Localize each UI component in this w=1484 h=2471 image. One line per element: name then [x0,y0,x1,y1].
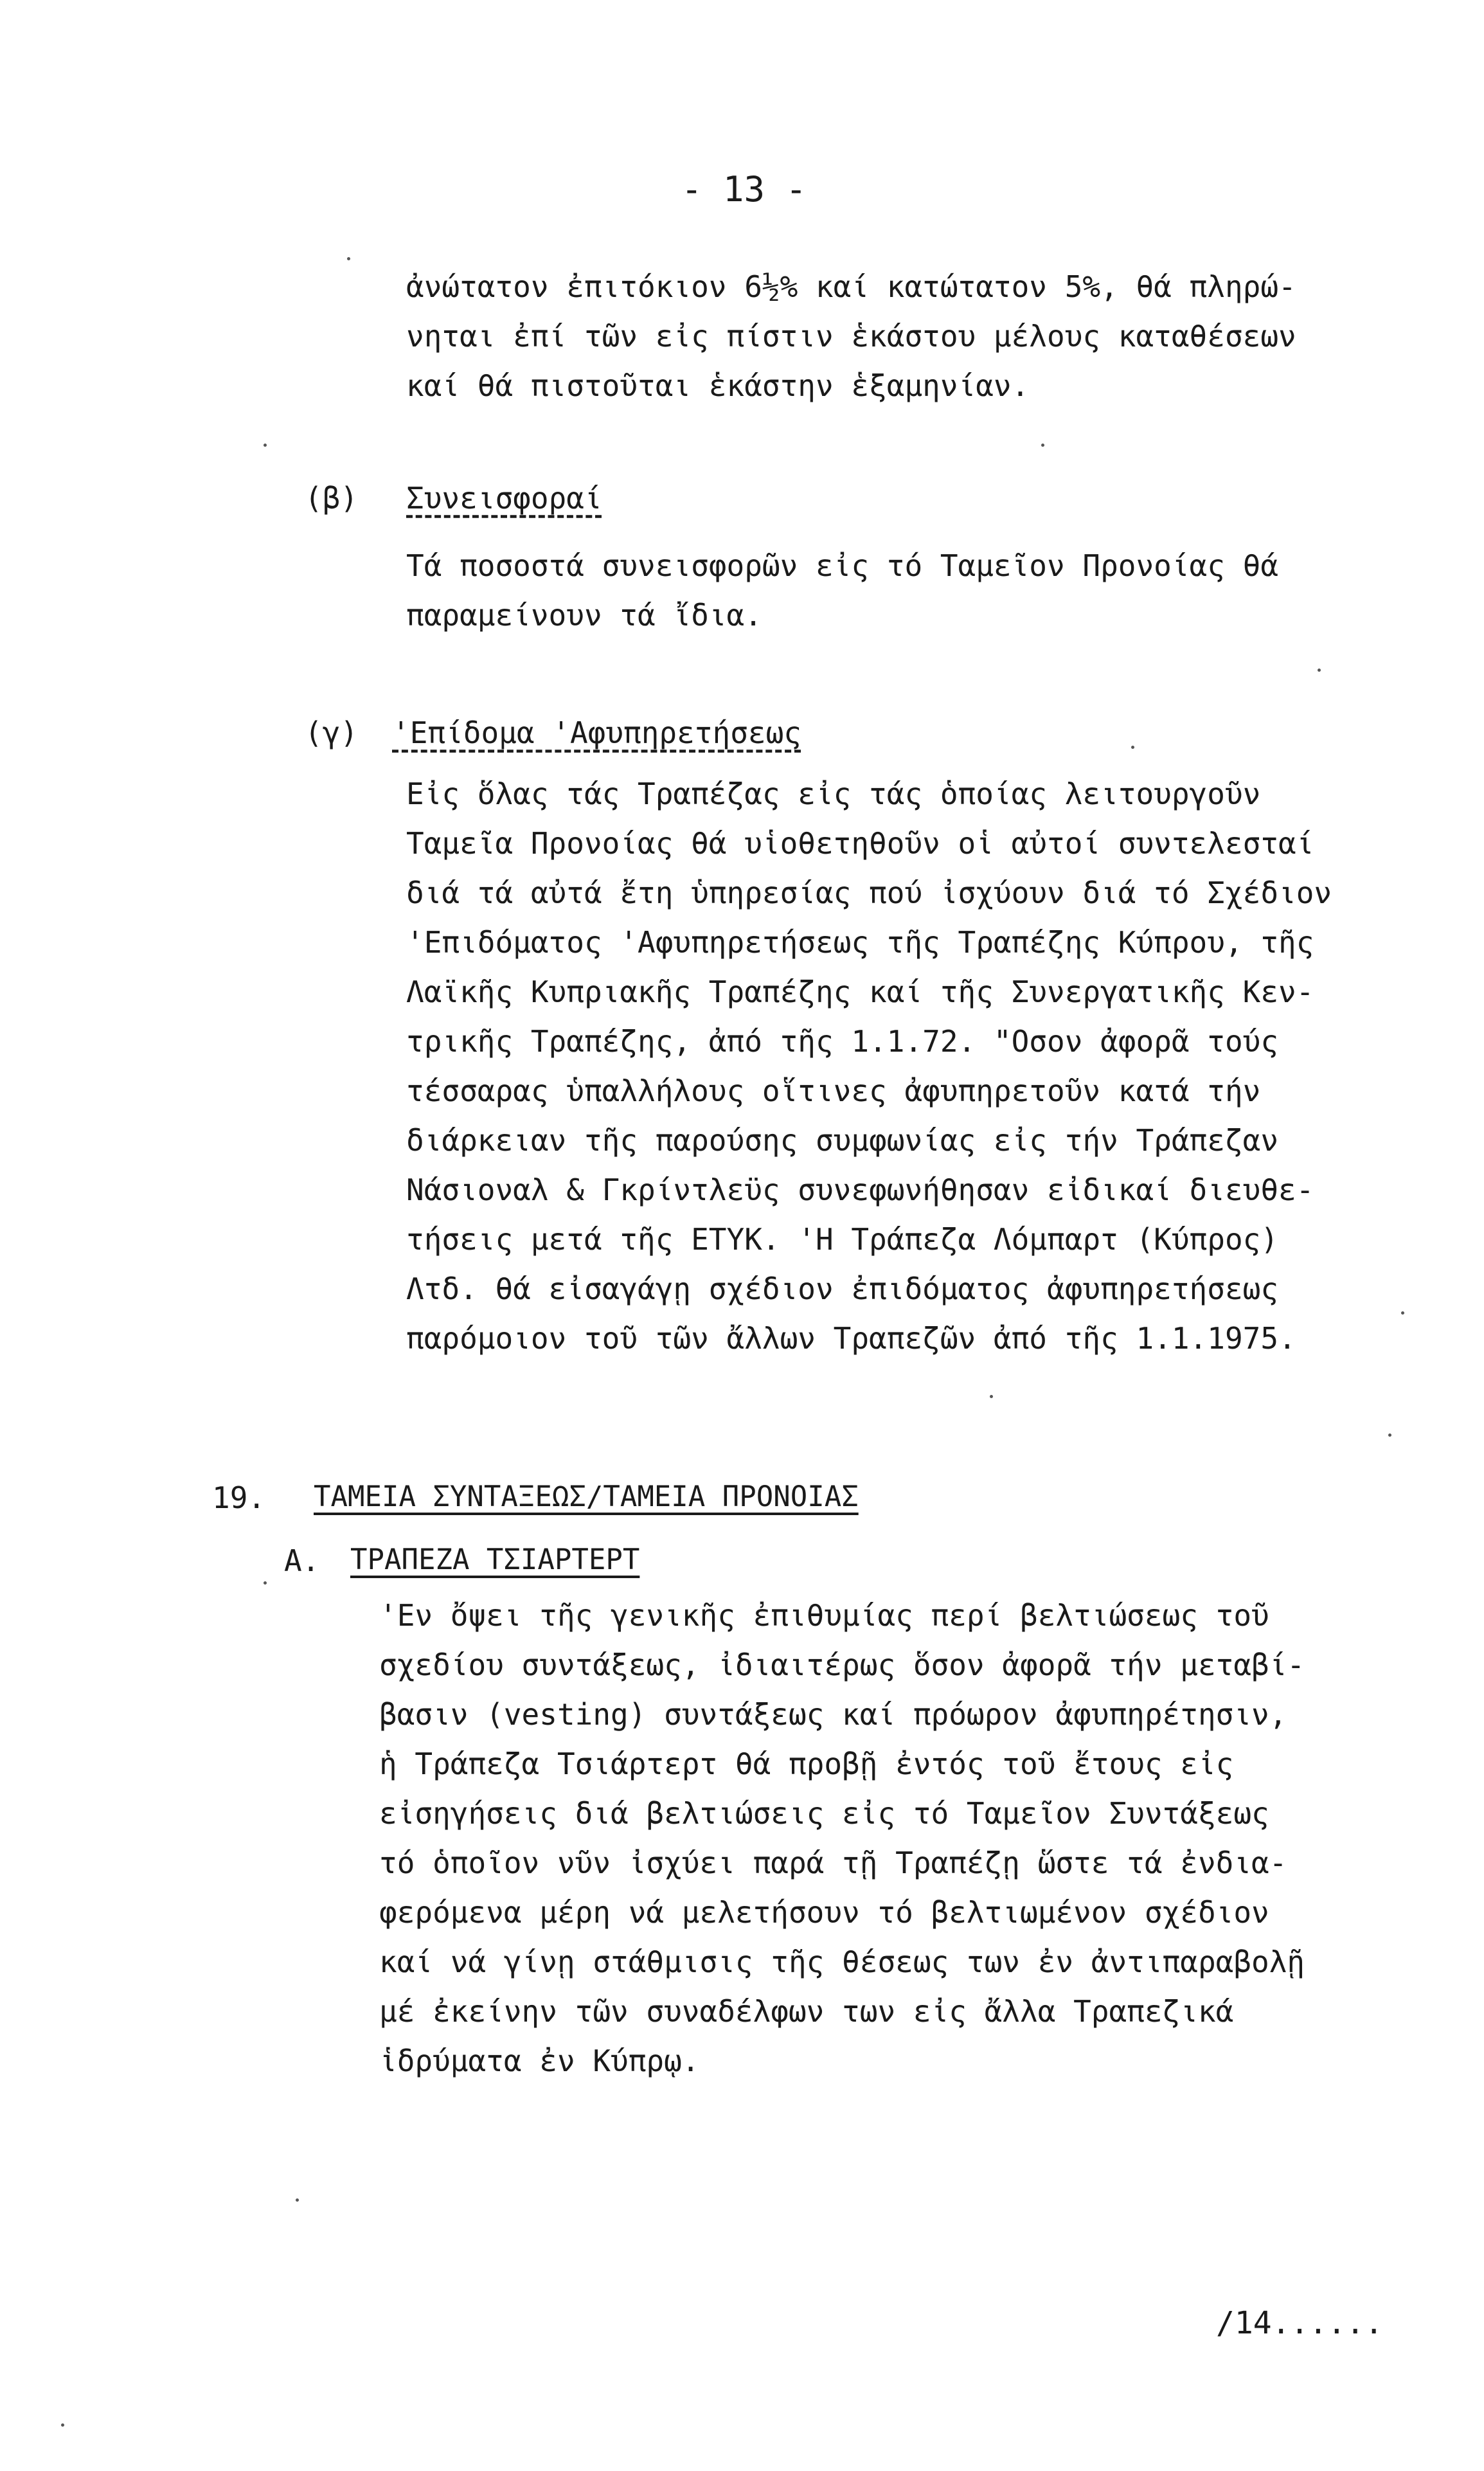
intro-line: νηται ἐπί τῶν εἰς πίστιν ἑκάστου μέλους καταθέσεων [406,319,1296,354]
section-g-heading: 'Επίδομα 'Αφυπηρετήσεως [392,715,801,750]
section-g-line: διά τά αὐτά ἔτη ὑπηρεσίας πού ἰσχύουν διά τό Σχέδιον [406,876,1332,910]
section-b-line: Τά ποσοστά συνεισφορῶν εἰς τό Ταμεῖον Προνοίας θά [406,548,1279,583]
section-19a-label: Α. [284,1543,320,1578]
scan-speck [264,1581,267,1585]
section-b-heading: Συνεισφοραί [406,481,602,516]
scan-speck [347,257,350,260]
section-g-line: τήσεις μετά τῆς ΕΤΥΚ. 'Η Τράπεζα Λόμπαρτ (Κύπρος) [406,1222,1279,1257]
section-19-line: μέ ἐκείνην τῶν συναδέλφων των εἰς ἄλλα Τραπεζικά [379,1994,1234,2029]
scan-speck [1131,746,1134,749]
section-g-line: παρόμοιον τοῦ τῶν ἄλλων Τραπεζῶν ἀπό τῆς 1.1.1975. [406,1321,1296,1356]
continuation-marker: /14...... [1216,2305,1384,2341]
section-g-line: Λαϊκῆς Κυπριακῆς Τραπέζης καί τῆς Συνεργατικῆς Κεν- [406,975,1314,1009]
scan-speck [1041,444,1044,447]
section-19-number: 19. [212,1480,266,1515]
section-b-label: (β) [305,481,359,516]
section-19-line: εἰσηγήσεις διά βελτιώσεις εἰς τό Ταμεῖον Συντάξεως [379,1796,1269,1831]
section-g-line: διάρκειαν τῆς παρούσης συμφωνίας εἰς τήν Τράπεζαν [406,1123,1279,1158]
section-g-line: τέσσαρας ὑπαλλήλους οἵτινες ἀφυπηρετοῦν κατά τήν [406,1074,1261,1108]
section-g-line: Νάσιοναλ & Γκρίντλεϋς συνεφωνήθησαν εἰδικαί διευθε- [406,1173,1314,1207]
section-g-label: (γ) [305,715,359,750]
section-19a-heading: ΤΡΑΠΕΖΑ ΤΣΙΑΡΤΕΡΤ [350,1543,640,1576]
scan-speck [296,2198,299,2202]
section-g-line: τρικῆς Τραπέζης, ἀπό τῆς 1.1.72. "Οσον ἀφορᾶ τούς [406,1024,1279,1059]
scan-speck [264,444,267,447]
section-19-line: τό ὁποῖον νῦν ἰσχύει παρά τῇ Τραπέζῃ ὥστε τά ἐνδια- [379,1846,1287,1880]
section-19-line: ἡ Τράπεζα Τσιάρτερτ θά προβῇ ἐντός τοῦ ἔτους εἰς [379,1747,1234,1781]
scan-speck [990,1395,993,1398]
scan-speck [1401,1311,1404,1315]
section-19-heading: ΤΑΜΕΙΑ ΣΥΝΤΑΞΕΩΣ/ΤΑΜΕΙΑ ΠΡΟΝΟΙΑΣ [314,1480,859,1513]
section-19-line: καί νά γίνῃ στάθμισις τῆς θέσεως των ἐν ἀντιπαραβολῇ [379,1945,1305,1979]
section-g-line: Εἰς ὅλας τάς Τραπέζας εἰς τάς ὁποίας λειτουργοῦν [406,777,1261,811]
scan-speck [1388,1433,1391,1437]
section-19-line: σχεδίου συντάξεως, ἰδιαιτέρως ὅσον ἀφορᾶ τήν μεταβί- [379,1648,1305,1682]
page-number: - 13 - [681,169,807,210]
section-b-line: παραμείνουν τά ἴδια. [406,598,762,633]
section-g-line: Ταμεῖα Προνοίας θά υἱοθετηθοῦν οἱ αὐτοί συντελεσταί [406,826,1314,861]
section-19-line: φερόμενα μέρη νά μελετήσουν τό βελτιωμένον σχέδιον [379,1895,1269,1930]
scan-speck [61,2423,64,2427]
section-19-line: 'Εν ὄψει τῆς γενικῆς ἐπιθυμίας περί βελτιώσεως τοῦ [379,1598,1269,1633]
intro-line: καί θά πιστοῦται ἑκάστην ἑξαμηνίαν. [406,368,1030,403]
intro-line: ἀνώτατον ἐπιτόκιον 6½% καί κατώτατον 5%, θά πληρώ- [406,269,1296,304]
section-19-line: ἱδρύματα ἐν Κύπρῳ. [379,2044,700,2078]
section-g-line: 'Επιδόματος 'Αφυπηρετήσεως τῆς Τραπέζης Κύπρου, τῆς [406,925,1314,960]
section-19-line: βασιν (vesting) συντάξεως καί πρόωρον ἀφυπηρέτησιν, [379,1697,1287,1732]
section-g-line: Λτδ. θά εἰσαγάγῃ σχέδιον ἐπιδόματος ἀφυπηρετήσεως [406,1271,1279,1306]
scan-speck [1318,669,1321,672]
